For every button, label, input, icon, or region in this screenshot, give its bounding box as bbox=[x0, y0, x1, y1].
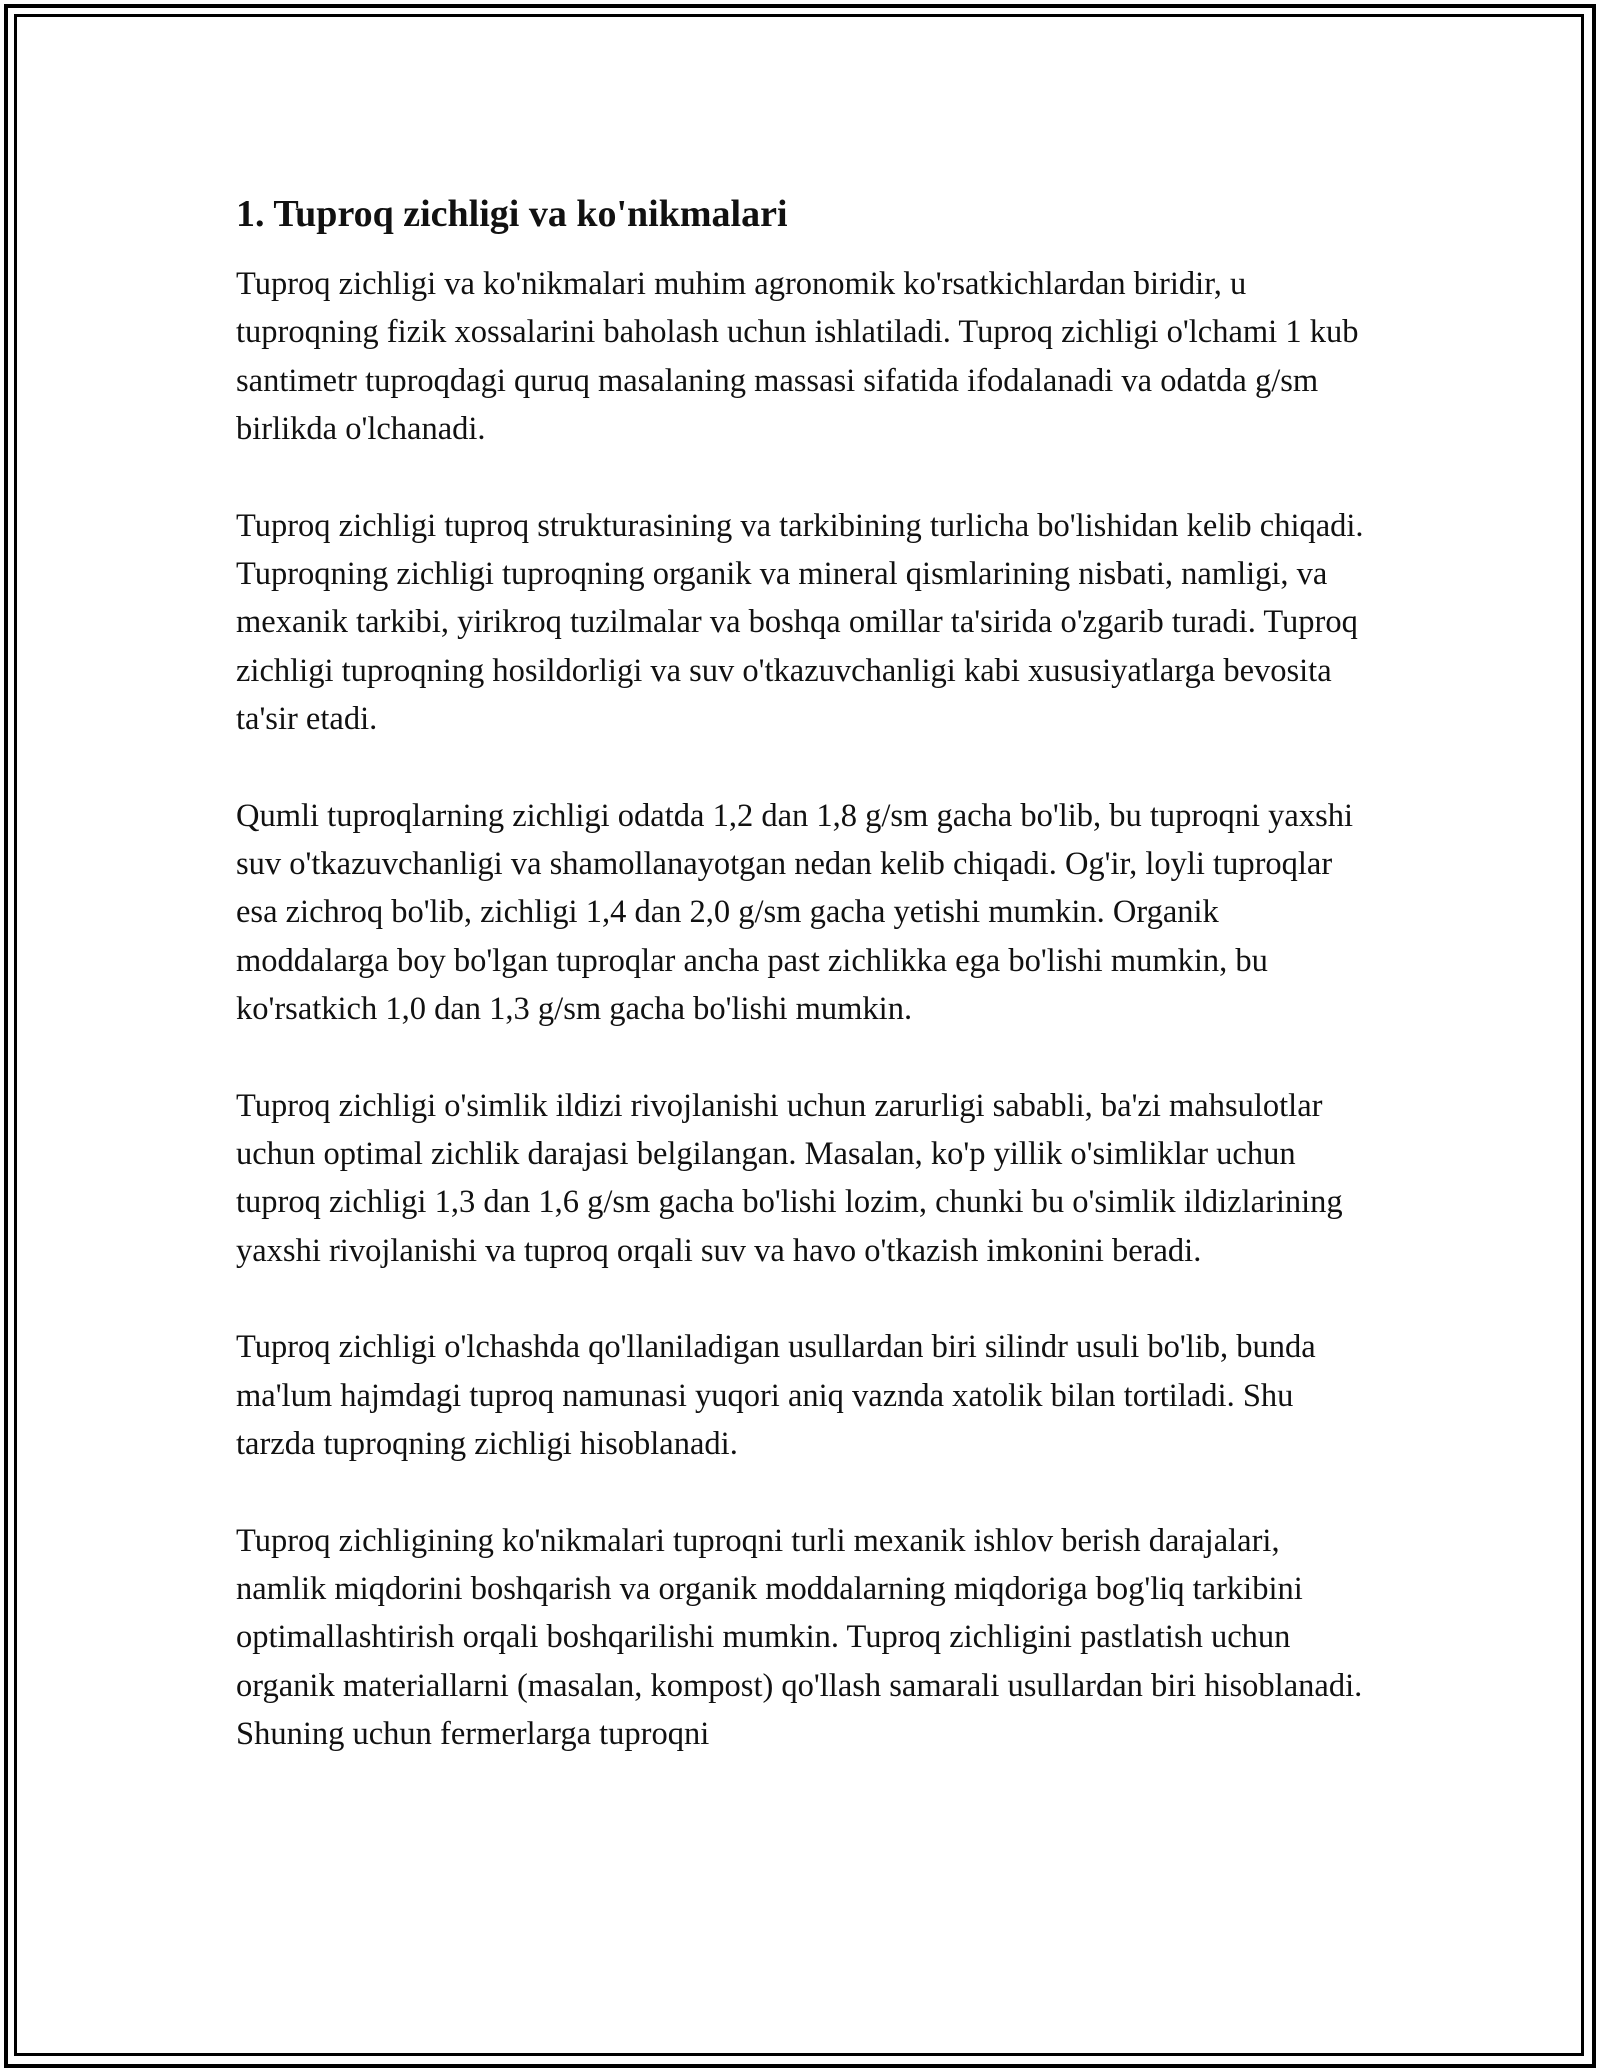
paragraph-2: Tuproq zichligi tuproq strukturasining va tarkibining turlicha bo'lishidan kelib chiqadi. Tuproqning zichligi tuproqning organik va mineral qismlarining nisbati, namligi, va mexanik tarkibi, yirikroq tuzilmalar va boshqa omillar ta'sirida o'zgarib turadi. Tuproq zichligi tuproqning hosildorligi va suv o'tkazuvchanligi kabi xususiyatlarga bevosita ta'sir etadi. bbox=[236, 507, 1364, 737]
paragraph-3: Qumli tuproqlarning zichligi odatda 1,2 dan 1,8 g/sm gacha bo'lib, bu tuproqni yaxshi suv o'tkazuvchanligi va shamollanayotgan nedan kelib chiqadi. Og'ir, loyli tuproqlar esa zichroq bo'lib, zichligi 1,4 dan 2,0 g/sm gacha yetishi mumkin. Organik moddalarga boy bo'lgan tuproqlar ancha past zichlikka ega bo'lishi mumkin, bu ko'rsatkich 1,0 dan 1,3 g/sm gacha bo'lishi mumkin. bbox=[236, 797, 1353, 1027]
paragraph-5: Tuproq zichligi o'lchashda qo'llaniladigan usullardan biri silindr usuli bo'lib, bunda ma'lum hajmdagi tuproq namunasi yuqori aniq vaznda xatolik bilan tortiladi. Shu tarzda tuproqning zichligi hisoblanadi. bbox=[236, 1329, 1316, 1462]
paragraph-4: Tuproq zichligi o'simlik ildizi rivojlanishi uchun zarurligi sababli, ba'zi mahsulotlar uchun optimal zichlik darajasi belgilangan. Masalan, ko'p yillik o'simliklar uchun tuproq zichligi 1,3 dan 1,6 g/sm gacha bo'lishi lozim, chunki bu o'simlik ildizlarining yaxshi rivojlanishi va tuproq orqali suv va havo o'tkazish imkonini beradi. bbox=[236, 1087, 1343, 1269]
paragraph-1: Tuproq zichligi va ko'nikmalari muhim agronomik ko'rsatkichlardan biridir, u tuproqning fizik xossalarini baholash uchun ishlatiladi. Tuproq zichligi o'lchami 1 kub santimetr tuproqdagi quruq masalaning massasi sifatida ifodalanadi va odatda g/sm birlikda o'lchanadi. bbox=[236, 266, 1359, 447]
paragraph-6: Tuproq zichligining ko'nikmalari tuproqni turli mexanik ishlov berish darajalari, namlik miqdorini boshqarish va organik moddalarning miqdoriga bog'liq tarkibini optimallashtirish orqali boshqarilishi mumkin. Tuproq zichligini pastlatish uchun organik materiallarni (masalan, kompost) qo'llash samarali usullardan biri hisoblanadi. Shuning uchun fermerlarga tuproqni bbox=[236, 1522, 1363, 1752]
section-heading: 1. Tuproq zichligi va ko'nikmalari bbox=[236, 193, 788, 235]
document-body bbox=[236, 190, 1376, 1807]
